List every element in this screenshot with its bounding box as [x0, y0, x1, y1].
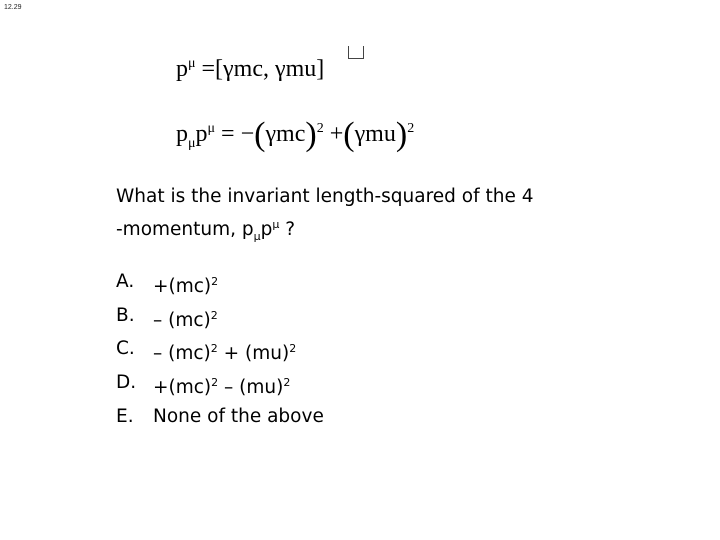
eq2-gmu: γmu — [354, 121, 396, 147]
eq1-gamma2: γ — [268, 56, 286, 82]
choice-b[interactable] — [116, 302, 324, 336]
choice-letter: D. — [116, 371, 137, 393]
eq2-lparen1: ( — [254, 116, 266, 153]
question-sup-mu: μ — [272, 218, 280, 231]
choice-text — [153, 369, 290, 403]
eq2-plus: + — [323, 121, 344, 147]
question-mark: ? — [279, 219, 296, 241]
eq2-p2: p — [195, 121, 208, 147]
choice-text — [153, 335, 296, 369]
choice-c-mid: + (mu) — [217, 343, 290, 365]
choice-e[interactable] — [116, 403, 324, 432]
eq2-equals: = − — [215, 121, 255, 147]
question-p: p — [260, 219, 273, 241]
choice-text — [153, 403, 324, 432]
choice-letter: E. — [116, 405, 134, 427]
eq1-close-bracket: ] — [316, 56, 325, 82]
choice-c-pre: – (mc) — [153, 343, 211, 365]
eq2-square1: 2 — [316, 121, 324, 136]
choice-letter: A. — [116, 271, 135, 292]
choice-letter: C. — [116, 338, 135, 360]
choice-c-sup1: 2 — [210, 342, 218, 356]
eq2-lparen2: ( — [343, 116, 355, 153]
choice-a[interactable] — [116, 268, 324, 302]
choice-text — [153, 302, 218, 336]
choice-a-sup: 2 — [211, 275, 219, 288]
choice-a-pre: +(mc) — [153, 276, 212, 298]
eq1-p: p — [176, 56, 188, 82]
question-line1: What is the invariant length-squared of the 4 — [116, 186, 534, 207]
eq1-gamma: γ — [223, 56, 234, 82]
choice-d-sup2: 2 — [283, 375, 291, 389]
four-momentum-equation — [176, 56, 324, 83]
question-text — [116, 183, 586, 251]
eq1-m: m — [285, 56, 305, 82]
choice-text — [153, 268, 218, 302]
choice-d-sup1: 2 — [211, 375, 219, 389]
eq1-mc: mc, — [233, 56, 269, 82]
eq2-p: p — [176, 121, 188, 147]
eq1-u: u — [304, 56, 317, 82]
question-sub-mu: μ — [253, 229, 261, 243]
eq2-square2: 2 — [407, 121, 415, 136]
choice-b-pre: – (mc) — [153, 309, 211, 331]
choice-letter: B. — [116, 304, 135, 326]
eq2-rparen2: ) — [395, 116, 408, 153]
eq2-sup-mu: μ — [207, 121, 216, 136]
eq2-rparen1: ) — [305, 116, 317, 153]
eq1-mu: μ — [188, 56, 196, 71]
answer-choices — [116, 268, 324, 431]
choice-d-mid: – (mu) — [218, 377, 284, 399]
eq1-equals: =[ — [195, 56, 224, 82]
question-line2-pre: -momentum, p — [116, 219, 254, 241]
choice-e-pre: None of the above — [153, 405, 324, 427]
slide-number: 12.29 — [4, 4, 22, 11]
vector-mark-icon — [348, 46, 364, 59]
eq2-sub-mu: μ — [188, 135, 196, 151]
choice-d-pre: +(mc) — [153, 377, 212, 399]
choice-c[interactable] — [116, 335, 324, 369]
invariant-equation — [176, 116, 414, 154]
choice-b-sup: 2 — [210, 308, 218, 322]
choice-d[interactable] — [116, 369, 324, 403]
question-line2 — [116, 211, 586, 251]
eq2-gmc: γmc — [265, 121, 306, 147]
choice-c-sup2: 2 — [289, 342, 297, 356]
